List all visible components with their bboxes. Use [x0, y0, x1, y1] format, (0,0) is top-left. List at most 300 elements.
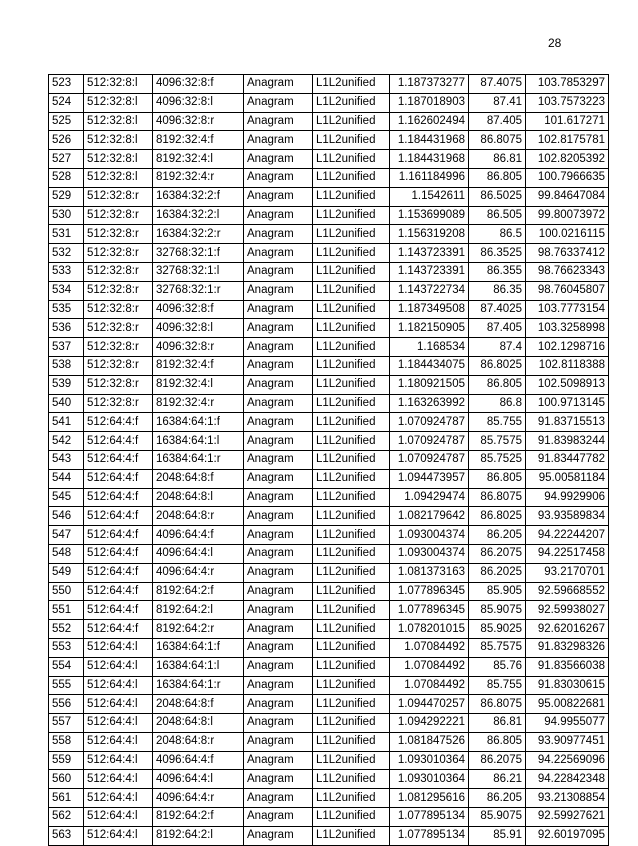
- cell-l1-config: 512:64:4:f: [84, 413, 153, 432]
- cell-metric-a: 1.156319208: [390, 225, 469, 244]
- cell-cache-type: L1L2unified: [313, 338, 390, 357]
- cell-cache-type: L1L2unified: [313, 676, 390, 695]
- cell-row-index: 527: [49, 150, 84, 169]
- cell-metric-c: 99.80073972: [526, 206, 609, 225]
- cell-metric-c: 91.83447782: [526, 450, 609, 469]
- cell-benchmark: Anagram: [244, 450, 313, 469]
- cell-l2-config: 2048:64:8:f: [153, 695, 244, 714]
- cell-metric-a: 1.187373277: [390, 75, 469, 94]
- cell-benchmark: Anagram: [244, 206, 313, 225]
- cell-metric-a: 1.187018903: [390, 93, 469, 112]
- cell-metric-c: 98.76337412: [526, 244, 609, 263]
- cell-benchmark: Anagram: [244, 225, 313, 244]
- table-row: [49, 356, 609, 375]
- cell-metric-c: 91.83715513: [526, 413, 609, 432]
- cell-metric-a: 1.081295616: [390, 789, 469, 808]
- cell-cache-type: L1L2unified: [313, 582, 390, 601]
- cell-metric-a: 1.070924787: [390, 450, 469, 469]
- cell-benchmark: Anagram: [244, 187, 313, 206]
- cell-l1-config: 512:64:4:l: [84, 808, 153, 827]
- cell-l1-config: 512:32:8:l: [84, 168, 153, 187]
- table-row: [49, 563, 609, 582]
- cell-metric-a: 1.07084492: [390, 676, 469, 695]
- table-row: [49, 300, 609, 319]
- table-row: [49, 338, 609, 357]
- cell-benchmark: Anagram: [244, 319, 313, 338]
- cell-row-index: 562: [49, 808, 84, 827]
- cell-row-index: 532: [49, 244, 84, 263]
- cell-cache-type: L1L2unified: [313, 319, 390, 338]
- cell-row-index: 550: [49, 582, 84, 601]
- cell-row-index: 553: [49, 638, 84, 657]
- cell-row-index: 523: [49, 75, 84, 94]
- cell-l2-config: 4096:64:4:f: [153, 751, 244, 770]
- cell-metric-a: 1.093004374: [390, 544, 469, 563]
- cell-benchmark: Anagram: [244, 638, 313, 657]
- cell-metric-b: 86.505: [469, 206, 526, 225]
- cell-metric-a: 1.094292221: [390, 714, 469, 733]
- cell-l1-config: 512:32:8:r: [84, 300, 153, 319]
- cell-benchmark: Anagram: [244, 732, 313, 751]
- table-row: [49, 676, 609, 695]
- cell-row-index: 547: [49, 526, 84, 545]
- cell-row-index: 561: [49, 789, 84, 808]
- cell-metric-c: 91.83566038: [526, 657, 609, 676]
- cell-row-index: 533: [49, 262, 84, 281]
- cell-metric-b: 87.4: [469, 338, 526, 357]
- table-row: [49, 488, 609, 507]
- cell-metric-b: 86.205: [469, 789, 526, 808]
- cell-cache-type: L1L2unified: [313, 714, 390, 733]
- cell-metric-c: 102.8205392: [526, 150, 609, 169]
- cell-benchmark: Anagram: [244, 262, 313, 281]
- table-row: [49, 244, 609, 263]
- cell-metric-a: 1.082179642: [390, 507, 469, 526]
- cell-l1-config: 512:64:4:l: [84, 676, 153, 695]
- cell-l2-config: 4096:32:8:r: [153, 112, 244, 131]
- cell-benchmark: Anagram: [244, 507, 313, 526]
- cell-l2-config: 2048:64:8:l: [153, 714, 244, 733]
- cell-l2-config: 8192:64:2:l: [153, 826, 244, 845]
- cell-l2-config: 8192:32:4:r: [153, 168, 244, 187]
- cell-l2-config: 16384:64:1:f: [153, 638, 244, 657]
- cell-metric-b: 86.8025: [469, 507, 526, 526]
- cell-metric-a: 1.093010364: [390, 770, 469, 789]
- cell-l2-config: 16384:64:1:r: [153, 676, 244, 695]
- cell-l1-config: 512:32:8:r: [84, 375, 153, 394]
- cell-l2-config: 4096:64:4:r: [153, 789, 244, 808]
- cell-benchmark: Anagram: [244, 338, 313, 357]
- cell-l1-config: 512:64:4:f: [84, 582, 153, 601]
- cell-metric-c: 93.21308854: [526, 789, 609, 808]
- cell-l1-config: 512:32:8:r: [84, 262, 153, 281]
- cell-l1-config: 512:32:8:r: [84, 225, 153, 244]
- cell-row-index: 549: [49, 563, 84, 582]
- cell-cache-type: L1L2unified: [313, 432, 390, 451]
- cell-metric-c: 91.83298326: [526, 638, 609, 657]
- cell-metric-a: 1.070924787: [390, 432, 469, 451]
- cell-metric-a: 1.1542611: [390, 187, 469, 206]
- cell-l1-config: 512:64:4:f: [84, 601, 153, 620]
- cell-cache-type: L1L2unified: [313, 413, 390, 432]
- cell-metric-b: 86.8075: [469, 488, 526, 507]
- table-row: [49, 413, 609, 432]
- cell-benchmark: Anagram: [244, 563, 313, 582]
- cell-metric-b: 85.91: [469, 826, 526, 845]
- cell-metric-a: 1.07084492: [390, 657, 469, 676]
- cell-row-index: 545: [49, 488, 84, 507]
- cell-l2-config: 8192:64:2:f: [153, 808, 244, 827]
- cell-cache-type: L1L2unified: [313, 469, 390, 488]
- cell-l2-config: 8192:32:4:l: [153, 150, 244, 169]
- cell-row-index: 560: [49, 770, 84, 789]
- cell-l2-config: 8192:32:4:l: [153, 375, 244, 394]
- cell-cache-type: L1L2unified: [313, 394, 390, 413]
- cell-cache-type: L1L2unified: [313, 187, 390, 206]
- cell-cache-type: L1L2unified: [313, 826, 390, 845]
- cell-row-index: 534: [49, 281, 84, 300]
- cell-row-index: 542: [49, 432, 84, 451]
- cell-row-index: 554: [49, 657, 84, 676]
- cell-metric-a: 1.153699089: [390, 206, 469, 225]
- cell-row-index: 531: [49, 225, 84, 244]
- cell-metric-c: 92.62016267: [526, 620, 609, 639]
- cell-l2-config: 4096:64:4:l: [153, 544, 244, 563]
- cell-metric-a: 1.077896345: [390, 601, 469, 620]
- cell-benchmark: Anagram: [244, 469, 313, 488]
- cell-metric-a: 1.187349508: [390, 300, 469, 319]
- cell-metric-c: 94.22517458: [526, 544, 609, 563]
- cell-row-index: 555: [49, 676, 84, 695]
- cell-metric-c: 94.9929906: [526, 488, 609, 507]
- cell-l2-config: 32768:32:1:r: [153, 281, 244, 300]
- cell-row-index: 558: [49, 732, 84, 751]
- cell-l1-config: 512:32:8:l: [84, 75, 153, 94]
- cell-metric-c: 91.83983244: [526, 432, 609, 451]
- cell-row-index: 552: [49, 620, 84, 639]
- cell-metric-c: 93.90977451: [526, 732, 609, 751]
- cell-l2-config: 8192:32:4:f: [153, 131, 244, 150]
- cell-l1-config: 512:32:8:l: [84, 112, 153, 131]
- cell-cache-type: L1L2unified: [313, 356, 390, 375]
- cell-metric-a: 1.077895134: [390, 826, 469, 845]
- cell-benchmark: Anagram: [244, 544, 313, 563]
- cell-metric-a: 1.162602494: [390, 112, 469, 131]
- cell-metric-c: 94.22569096: [526, 751, 609, 770]
- cell-metric-c: 93.2170701: [526, 563, 609, 582]
- cell-benchmark: Anagram: [244, 394, 313, 413]
- cell-metric-b: 85.9025: [469, 620, 526, 639]
- table-row: [49, 601, 609, 620]
- cell-metric-b: 86.81: [469, 150, 526, 169]
- cell-metric-c: 98.76045807: [526, 281, 609, 300]
- cell-cache-type: L1L2unified: [313, 544, 390, 563]
- cell-row-index: 529: [49, 187, 84, 206]
- cell-benchmark: Anagram: [244, 168, 313, 187]
- cell-l1-config: 512:32:8:r: [84, 394, 153, 413]
- cell-metric-c: 103.7773154: [526, 300, 609, 319]
- table-row: [49, 450, 609, 469]
- cell-benchmark: Anagram: [244, 676, 313, 695]
- cell-metric-c: 92.59668552: [526, 582, 609, 601]
- cell-cache-type: L1L2unified: [313, 638, 390, 657]
- cell-metric-c: 102.5098913: [526, 375, 609, 394]
- cell-l2-config: 8192:32:4:f: [153, 356, 244, 375]
- cell-metric-b: 87.405: [469, 112, 526, 131]
- cell-l2-config: 16384:64:1:f: [153, 413, 244, 432]
- cell-row-index: 548: [49, 544, 84, 563]
- cell-l2-config: 16384:64:1:l: [153, 657, 244, 676]
- cell-row-index: 556: [49, 695, 84, 714]
- cell-l2-config: 8192:64:2:f: [153, 582, 244, 601]
- cell-cache-type: L1L2unified: [313, 206, 390, 225]
- cell-metric-b: 86.2075: [469, 544, 526, 563]
- cell-benchmark: Anagram: [244, 93, 313, 112]
- cell-metric-b: 85.755: [469, 413, 526, 432]
- cell-l2-config: 4096:64:4:l: [153, 770, 244, 789]
- table-row: [49, 732, 609, 751]
- cell-l1-config: 512:64:4:l: [84, 789, 153, 808]
- cell-metric-a: 1.184431968: [390, 131, 469, 150]
- cell-row-index: 536: [49, 319, 84, 338]
- cell-cache-type: L1L2unified: [313, 93, 390, 112]
- cell-row-index: 544: [49, 469, 84, 488]
- cell-metric-a: 1.070924787: [390, 413, 469, 432]
- cell-l1-config: 512:64:4:f: [84, 544, 153, 563]
- cell-metric-c: 102.8175781: [526, 131, 609, 150]
- cell-row-index: 539: [49, 375, 84, 394]
- cell-cache-type: L1L2unified: [313, 601, 390, 620]
- cell-benchmark: Anagram: [244, 620, 313, 639]
- table-row: [49, 469, 609, 488]
- table-row: [49, 394, 609, 413]
- cell-l1-config: 512:64:4:f: [84, 469, 153, 488]
- cell-metric-c: 95.00822681: [526, 695, 609, 714]
- cell-l2-config: 2048:64:8:r: [153, 507, 244, 526]
- cell-cache-type: L1L2unified: [313, 281, 390, 300]
- cell-cache-type: L1L2unified: [313, 695, 390, 714]
- cell-cache-type: L1L2unified: [313, 657, 390, 676]
- table-row: [49, 168, 609, 187]
- table-row: [49, 131, 609, 150]
- cell-metric-b: 86.805: [469, 168, 526, 187]
- table-row: [49, 620, 609, 639]
- cell-metric-a: 1.078201015: [390, 620, 469, 639]
- cell-metric-c: 92.59927621: [526, 808, 609, 827]
- table-row: [49, 150, 609, 169]
- table-row: [49, 375, 609, 394]
- table-body: [49, 75, 609, 846]
- table-row: [49, 789, 609, 808]
- cell-row-index: 537: [49, 338, 84, 357]
- cell-l1-config: 512:64:4:f: [84, 507, 153, 526]
- table-row: [49, 544, 609, 563]
- cell-l2-config: 2048:64:8:f: [153, 469, 244, 488]
- cell-metric-a: 1.07084492: [390, 638, 469, 657]
- cell-metric-b: 86.5: [469, 225, 526, 244]
- cell-benchmark: Anagram: [244, 112, 313, 131]
- cell-benchmark: Anagram: [244, 413, 313, 432]
- cell-benchmark: Anagram: [244, 488, 313, 507]
- cell-l2-config: 4096:32:8:f: [153, 300, 244, 319]
- cell-benchmark: Anagram: [244, 432, 313, 451]
- table-row: [49, 206, 609, 225]
- cell-benchmark: Anagram: [244, 826, 313, 845]
- cell-l2-config: 4096:32:8:r: [153, 338, 244, 357]
- cell-l1-config: 512:64:4:l: [84, 770, 153, 789]
- cell-metric-b: 86.5025: [469, 187, 526, 206]
- cell-cache-type: L1L2unified: [313, 112, 390, 131]
- cell-benchmark: Anagram: [244, 808, 313, 827]
- cell-l1-config: 512:64:4:l: [84, 714, 153, 733]
- cell-cache-type: L1L2unified: [313, 488, 390, 507]
- table-row: [49, 319, 609, 338]
- cell-row-index: 551: [49, 601, 84, 620]
- page-number: 28: [548, 36, 562, 50]
- cell-l1-config: 512:64:4:l: [84, 695, 153, 714]
- cell-l2-config: 16384:32:2:f: [153, 187, 244, 206]
- cell-benchmark: Anagram: [244, 244, 313, 263]
- table-row: [49, 112, 609, 131]
- cell-metric-b: 86.3525: [469, 244, 526, 263]
- cell-metric-b: 86.8: [469, 394, 526, 413]
- cell-row-index: 530: [49, 206, 84, 225]
- cell-l2-config: 32768:32:1:f: [153, 244, 244, 263]
- cell-metric-a: 1.161184996: [390, 168, 469, 187]
- cell-metric-a: 1.081373163: [390, 563, 469, 582]
- cell-l2-config: 4096:32:8:l: [153, 93, 244, 112]
- cell-metric-c: 102.8118388: [526, 356, 609, 375]
- cell-l2-config: 16384:32:2:l: [153, 206, 244, 225]
- cell-cache-type: L1L2unified: [313, 225, 390, 244]
- cell-metric-a: 1.143723391: [390, 244, 469, 263]
- cell-l2-config: 16384:64:1:l: [153, 432, 244, 451]
- cell-metric-b: 86.805: [469, 375, 526, 394]
- cell-l2-config: 16384:64:1:r: [153, 450, 244, 469]
- cell-metric-b: 85.755: [469, 676, 526, 695]
- cell-cache-type: L1L2unified: [313, 300, 390, 319]
- cell-row-index: 524: [49, 93, 84, 112]
- table-row: [49, 657, 609, 676]
- cell-metric-c: 103.7573223: [526, 93, 609, 112]
- cell-l1-config: 512:32:8:r: [84, 187, 153, 206]
- cell-metric-b: 87.405: [469, 319, 526, 338]
- cell-l1-config: 512:64:4:l: [84, 657, 153, 676]
- cell-metric-b: 85.7525: [469, 450, 526, 469]
- cell-cache-type: L1L2unified: [313, 75, 390, 94]
- table-row: [49, 714, 609, 733]
- cell-benchmark: Anagram: [244, 657, 313, 676]
- cell-metric-a: 1.081847526: [390, 732, 469, 751]
- table-row: [49, 826, 609, 845]
- cell-cache-type: L1L2unified: [313, 732, 390, 751]
- cell-metric-b: 86.805: [469, 469, 526, 488]
- table-row: [49, 770, 609, 789]
- cell-row-index: 540: [49, 394, 84, 413]
- cell-benchmark: Anagram: [244, 770, 313, 789]
- cell-metric-c: 93.93589834: [526, 507, 609, 526]
- cell-l1-config: 512:32:8:l: [84, 93, 153, 112]
- cell-metric-a: 1.094470257: [390, 695, 469, 714]
- cell-benchmark: Anagram: [244, 375, 313, 394]
- cell-row-index: 525: [49, 112, 84, 131]
- cell-metric-a: 1.09429474: [390, 488, 469, 507]
- cell-row-index: 528: [49, 168, 84, 187]
- cell-metric-a: 1.143723391: [390, 262, 469, 281]
- cell-l2-config: 8192:64:2:r: [153, 620, 244, 639]
- table-row: [49, 93, 609, 112]
- cell-metric-b: 85.9075: [469, 601, 526, 620]
- cell-cache-type: L1L2unified: [313, 131, 390, 150]
- cell-cache-type: L1L2unified: [313, 450, 390, 469]
- table-row: [49, 75, 609, 94]
- cell-l1-config: 512:32:8:r: [84, 244, 153, 263]
- cell-l1-config: 512:64:4:f: [84, 488, 153, 507]
- cell-metric-c: 91.83030615: [526, 676, 609, 695]
- cell-l1-config: 512:32:8:r: [84, 338, 153, 357]
- cell-l2-config: 32768:32:1:l: [153, 262, 244, 281]
- cell-benchmark: Anagram: [244, 131, 313, 150]
- cell-metric-c: 100.7966635: [526, 168, 609, 187]
- cell-metric-c: 99.84647084: [526, 187, 609, 206]
- cell-benchmark: Anagram: [244, 695, 313, 714]
- cell-row-index: 526: [49, 131, 84, 150]
- cell-l2-config: 8192:32:4:r: [153, 394, 244, 413]
- cell-row-index: 557: [49, 714, 84, 733]
- cell-metric-b: 87.41: [469, 93, 526, 112]
- cell-metric-a: 1.093004374: [390, 526, 469, 545]
- cell-benchmark: Anagram: [244, 714, 313, 733]
- cell-metric-c: 100.0216115: [526, 225, 609, 244]
- cell-metric-b: 86.81: [469, 714, 526, 733]
- cell-cache-type: L1L2unified: [313, 563, 390, 582]
- cell-metric-b: 85.905: [469, 582, 526, 601]
- cell-metric-a: 1.094473957: [390, 469, 469, 488]
- cell-l2-config: 2048:64:8:r: [153, 732, 244, 751]
- cell-metric-c: 92.60197095: [526, 826, 609, 845]
- cell-metric-b: 86.8075: [469, 695, 526, 714]
- cell-cache-type: L1L2unified: [313, 808, 390, 827]
- table-row: [49, 507, 609, 526]
- cell-metric-b: 87.4075: [469, 75, 526, 94]
- cell-metric-a: 1.184431968: [390, 150, 469, 169]
- cell-metric-c: 102.1298716: [526, 338, 609, 357]
- cell-l1-config: 512:32:8:l: [84, 131, 153, 150]
- table-row: [49, 582, 609, 601]
- cell-metric-a: 1.163263992: [390, 394, 469, 413]
- cell-row-index: 559: [49, 751, 84, 770]
- cell-metric-a: 1.077896345: [390, 582, 469, 601]
- cell-row-index: 535: [49, 300, 84, 319]
- cell-l1-config: 512:64:4:l: [84, 732, 153, 751]
- cell-cache-type: L1L2unified: [313, 620, 390, 639]
- cell-metric-c: 103.3258998: [526, 319, 609, 338]
- cell-l1-config: 512:64:4:l: [84, 826, 153, 845]
- results-table: [48, 74, 609, 846]
- cell-l1-config: 512:64:4:l: [84, 638, 153, 657]
- cell-cache-type: L1L2unified: [313, 168, 390, 187]
- cell-cache-type: L1L2unified: [313, 751, 390, 770]
- cell-metric-b: 85.7575: [469, 432, 526, 451]
- cell-benchmark: Anagram: [244, 300, 313, 319]
- cell-l1-config: 512:64:4:f: [84, 432, 153, 451]
- cell-cache-type: L1L2unified: [313, 150, 390, 169]
- cell-metric-c: 98.76623343: [526, 262, 609, 281]
- cell-benchmark: Anagram: [244, 356, 313, 375]
- cell-row-index: 546: [49, 507, 84, 526]
- cell-metric-c: 100.9713145: [526, 394, 609, 413]
- table-row: [49, 187, 609, 206]
